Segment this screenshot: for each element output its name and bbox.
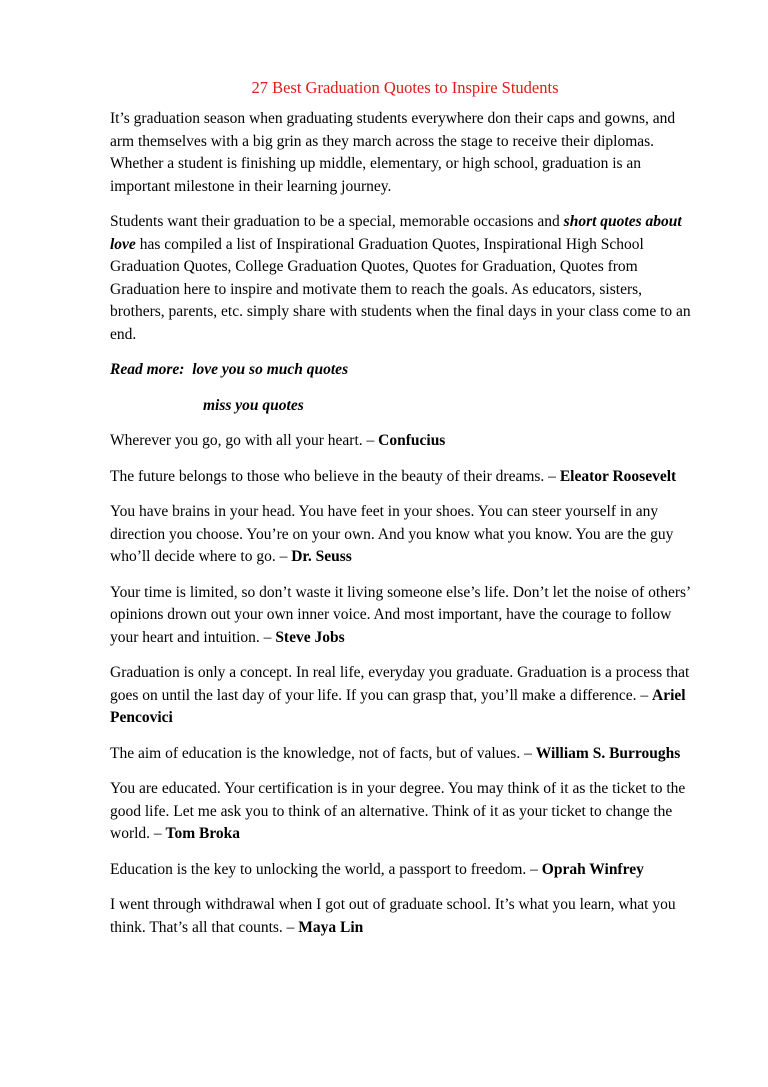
quote-text: I went through withdrawal when I got out of graduate school. It’s what you learn, what you think. That’s all that counts. – <box>110 896 676 936</box>
quote-author: Oprah Winfrey <box>541 860 644 878</box>
read-more-line <box>110 359 700 382</box>
document-title: 27 Best Graduation Quotes to Inspire Students <box>251 78 559 97</box>
quote-author: Maya Lin <box>298 918 364 936</box>
read-more-link-miss-you[interactable]: miss you quotes <box>203 396 304 414</box>
quote-paragraph <box>110 501 700 569</box>
quote-paragraph <box>110 662 700 730</box>
quote-author: Tom Broka <box>165 825 241 842</box>
intro-text-after: has compiled a list of Inspirational Graduation Quotes, Inspirational High School Graduation Quotes, College Graduation Quotes, Quotes for Graduation, Quotes from Graduation here to inspire and motivate them to reach the goals. As educators, sisters, brothers, parents, etc. simply share with students when the final days in your class come to an end. <box>110 235 691 343</box>
short-quotes-about-love-link[interactable]: short quotes about love <box>110 213 682 253</box>
quote-paragraph <box>110 582 700 650</box>
read-more-link-love-you-so-much[interactable]: love you so much quotes <box>192 361 349 378</box>
quote-paragraph <box>110 466 700 489</box>
intro-text-before: Students want their graduation to be a special, memorable occasions and <box>110 213 564 230</box>
quote-author: Ariel Pencovici <box>110 686 686 726</box>
read-more-line-2 <box>110 395 700 418</box>
document-page <box>110 77 700 952</box>
intro-paragraph: It’s graduation season when graduating students everywhere don their caps and gowns, and arm themselves with a big grin as they march across the stage to receive their diplomas. Whether a student is finishing up middle, elementary, or high school, graduation is an important milestone in their learning journey. <box>110 110 676 195</box>
quote-author: Eleator Roosevelt <box>559 467 677 485</box>
quote-author: Confucius <box>378 432 446 449</box>
quote-text: You are educated. Your certification is in your degree. You may think of it as the ticket to the good life. Let me ask you to think of an alternative. Think of it as your ticket to change the world. – <box>110 780 686 842</box>
read-more-label: Read more: <box>110 361 185 378</box>
quote-paragraph <box>110 859 700 882</box>
quote-text: You have brains in your head. You have feet in your shoes. You can steer yourself in any direction you choose. You’re on your own. And you know what you know. You are the guy who’ll decide where to go. – <box>110 503 674 565</box>
quote-paragraph <box>110 778 700 846</box>
quote-text: Wherever you go, go with all your heart. – <box>110 432 379 449</box>
quote-author: Steve Jobs <box>275 628 345 646</box>
quote-author: William S. Burroughs <box>535 744 681 762</box>
quote-paragraph <box>110 430 700 453</box>
quote-text: Your time is limited, so don’t waste it living someone else’s life. Don’t let the noise of others’ opinions drown out your own inner voice. And most important, have the courage to follow your heart and intuition. – <box>110 583 691 646</box>
quote-text: Education is the key to unlocking the world, a passport to freedom. – <box>110 860 542 878</box>
quote-text: The aim of education is the knowledge, not of facts, but of values. – <box>110 744 536 762</box>
quote-author: Dr. Seuss <box>291 548 352 565</box>
quote-text: Graduation is only a concept. In real life, everyday you graduate. Graduation is a process that goes on until the last day of your life. If you can grasp that, you’ll make a difference. – <box>110 664 690 704</box>
quote-paragraph <box>110 894 700 939</box>
quote-paragraph <box>110 743 700 766</box>
quote-text: The future belongs to those who believe in the beauty of their dreams. – <box>110 467 560 485</box>
intro-paragraph-2 <box>110 211 700 346</box>
